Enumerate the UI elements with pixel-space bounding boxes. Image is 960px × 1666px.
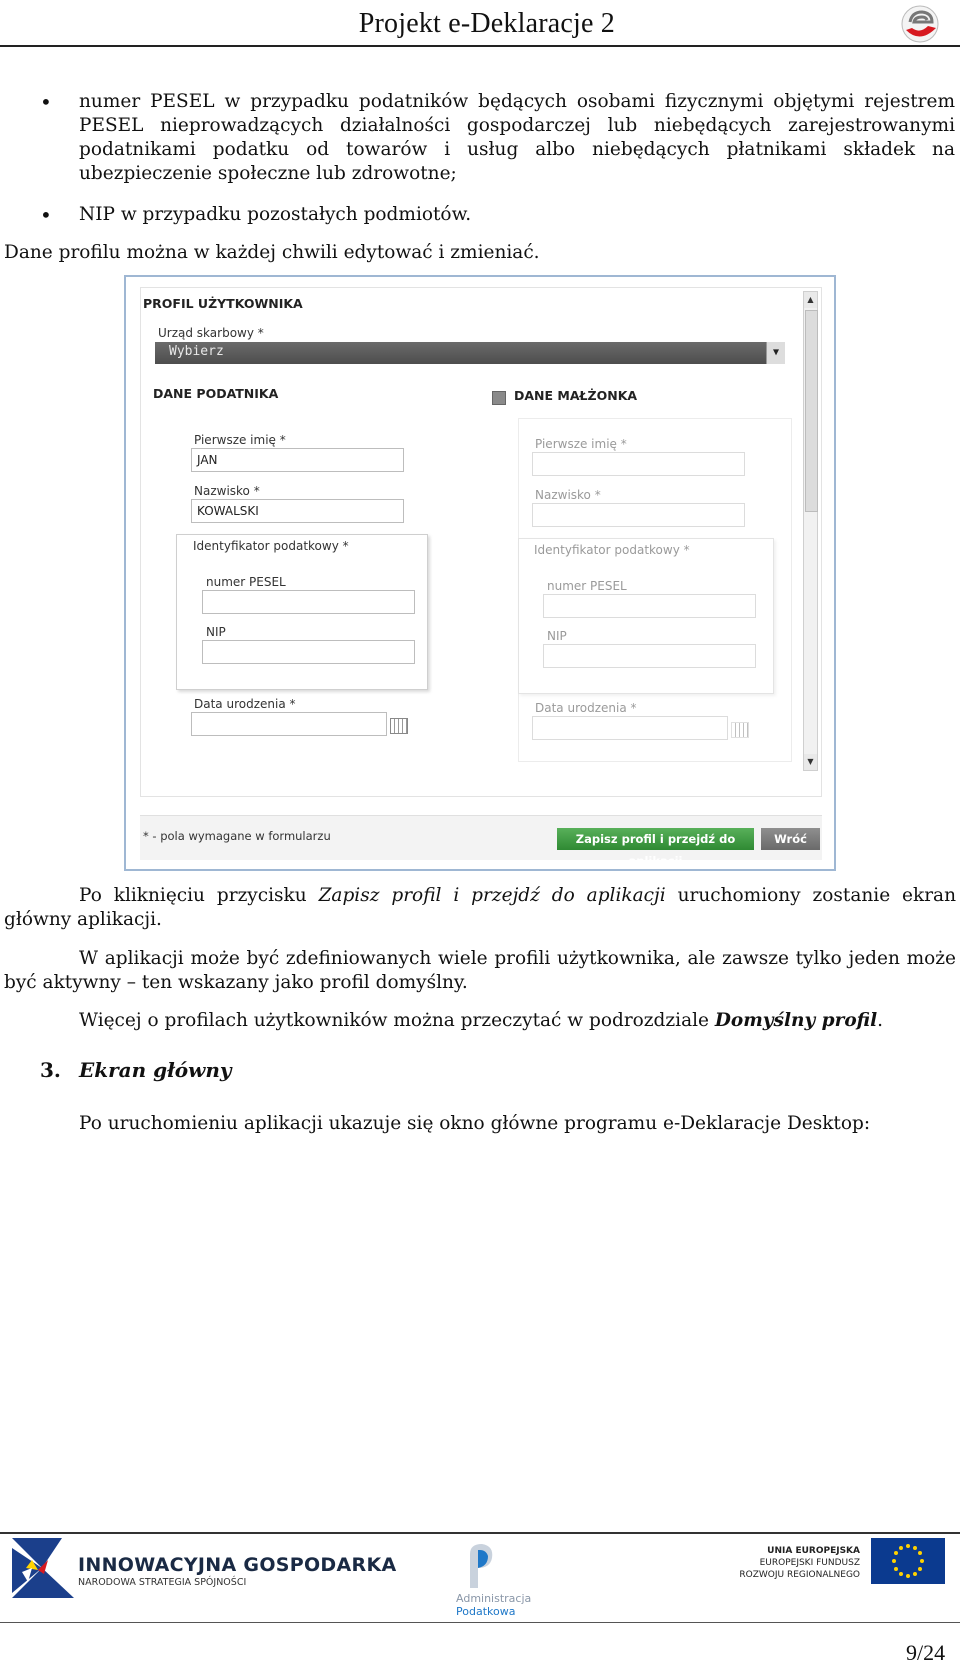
scroll-up-icon[interactable]: ▲ xyxy=(804,292,817,308)
spouse-checkbox[interactable] xyxy=(492,391,506,405)
required-fields-note: * - pola wymagane w formularzu xyxy=(143,829,331,843)
pesel-input[interactable] xyxy=(202,590,415,614)
save-profile-button[interactable]: Zapisz profil i przejdź do aplikacji xyxy=(557,828,754,850)
paragraph-more-info xyxy=(79,1009,959,1033)
taxpayer-section-title: DANE PODATNIKA xyxy=(153,386,279,401)
bullet-dot: • xyxy=(40,203,52,227)
paragraph-more-info-post: . xyxy=(877,1010,884,1031)
spouse-birth-date-label: Data urodzenia * xyxy=(535,701,637,715)
scroll-down-icon[interactable]: ▼ xyxy=(804,754,817,770)
innowacyjna-gospodarka-subtitle: NARODOWA STRATEGIA SPÓJNOŚCI xyxy=(78,1577,247,1588)
panel-scrollbar[interactable] xyxy=(803,291,818,771)
innowacyjna-gospodarka-logo-icon xyxy=(12,1538,74,1600)
back-button[interactable]: Wróć xyxy=(761,828,820,850)
footer-rule xyxy=(0,1532,960,1534)
tax-office-select[interactable] xyxy=(155,342,785,364)
spouse-first-name-label: Pierwsze imię * xyxy=(535,437,627,451)
paragraph-after-click xyxy=(4,884,956,932)
section-title: Ekran główny xyxy=(79,1058,232,1082)
spouse-last-name-label: Nazwisko * xyxy=(535,488,601,502)
birth-date-input[interactable] xyxy=(191,712,387,736)
spouse-calendar-icon[interactable] xyxy=(731,722,749,738)
chevron-down-icon[interactable]: ▼ xyxy=(766,342,785,364)
page-number: 9/24 xyxy=(906,1640,946,1665)
last-name-label: Nazwisko * xyxy=(194,484,260,498)
spouse-nip-input[interactable] xyxy=(543,644,756,668)
bullet-dot: • xyxy=(40,90,52,114)
nip-input[interactable] xyxy=(202,640,415,664)
spouse-tax-id-group-label: Identyfikator podatkowy * xyxy=(531,543,693,557)
administracja-podatkowa-line1: Administracja xyxy=(456,1592,532,1605)
first-name-input[interactable]: JAN xyxy=(191,448,404,472)
innowacyjna-gospodarka-title: INNOWACYJNA GOSPODARKA xyxy=(78,1554,397,1576)
administracja-podatkowa-line2: Podatkowa xyxy=(456,1605,516,1618)
tax-office-value: Wybierz xyxy=(169,344,224,359)
bullet-item-pesel: numer PESEL w przypadku podatników będących osobami fizycznymi objętymi rejestrem PESEL nieprowadzących działalności gospodarczej lub niebędących zarejestrowanymi podatnikami podatku od towarów i usług albo niebędących płatnikami składek na ubezpieczenie społeczne lub zdrowotne; xyxy=(79,91,955,184)
tax-office-label: Urząd skarbowy * xyxy=(158,326,264,340)
calendar-icon[interactable] xyxy=(390,718,408,734)
bullet-item-nip: NIP w przypadku pozostałych podmiotów. xyxy=(79,204,472,225)
first-name-label: Pierwsze imię * xyxy=(194,433,286,447)
paragraph-after-click-post: uruchomiony zostanie ekran główny aplikacji. xyxy=(4,885,956,930)
last-name-input[interactable]: KOWALSKI xyxy=(191,499,404,523)
eu-title: UNIA EUROPEJSKA xyxy=(767,1546,860,1556)
tax-id-group-label: Identyfikator podatkowy * xyxy=(190,539,352,553)
spouse-birth-date-input[interactable] xyxy=(532,716,728,740)
eu-fund-line: ROZWOJU REGIONALNEGO xyxy=(739,1570,860,1580)
spouse-section-title: DANE MAŁŻONKA xyxy=(514,388,638,403)
paragraph-more-info-pre: Więcej o profilach użytkowników można przeczytać w podrozdziale xyxy=(79,1010,715,1031)
eu-fund-line: EUROPEJSKI FUNDUSZ xyxy=(759,1558,860,1568)
header-rule xyxy=(0,45,960,47)
paragraph-main-window: Po uruchomieniu aplikacji ukazuje się okno główne programu e-Deklaracje Desktop: xyxy=(79,1113,871,1134)
section-number: 3. xyxy=(40,1058,61,1082)
administracja-podatkowa-logo-icon xyxy=(458,1540,498,1590)
spouse-nip-label: NIP xyxy=(547,629,567,643)
footer-bottom-rule xyxy=(0,1622,960,1623)
eu-fund-caption xyxy=(736,1545,860,1581)
scroll-thumb[interactable] xyxy=(805,310,818,512)
paragraph-after-click-pre: Po kliknięciu przycisku xyxy=(79,885,319,906)
save-button-reference: Zapisz profil i przejdź do aplikacji xyxy=(318,885,666,906)
document-header-title: Projekt e-Deklaracje 2 xyxy=(358,8,615,39)
paragraph-multiple-profiles: W aplikacji może być zdefiniowanych wiele profili użytkownika, ale zawsze tylko jeden może być aktywny – ten wskazany jako profil domyślny. xyxy=(4,948,956,993)
panel-title: PROFIL UŻYTKOWNIKA xyxy=(143,296,303,311)
spouse-pesel-input[interactable] xyxy=(543,594,756,618)
e-deklaracje-logo-icon xyxy=(898,4,942,44)
default-profile-reference: Domyślny profil xyxy=(714,1010,878,1031)
spouse-first-name-input[interactable] xyxy=(532,452,745,476)
paragraph-edit-profile: Dane profilu można w każdej chwili edytować i zmieniać. xyxy=(4,242,540,263)
pesel-label: numer PESEL xyxy=(206,575,286,589)
nip-label: NIP xyxy=(206,625,226,639)
spouse-last-name-input[interactable] xyxy=(532,503,745,527)
eu-flag-icon xyxy=(871,1538,945,1584)
birth-date-label: Data urodzenia * xyxy=(194,697,296,711)
spouse-pesel-label: numer PESEL xyxy=(547,579,627,593)
